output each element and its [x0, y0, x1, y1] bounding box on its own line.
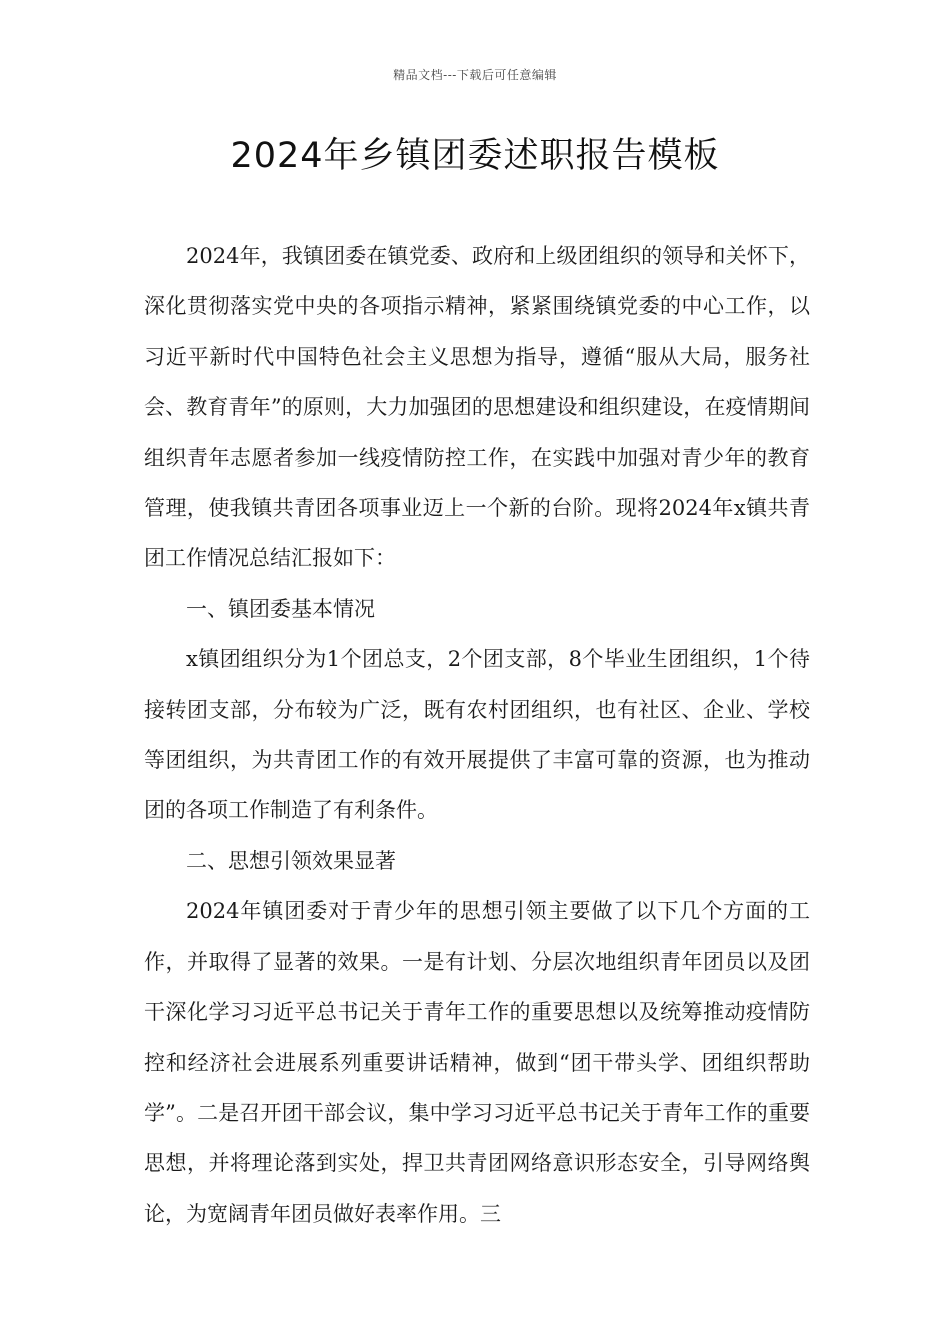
paragraph-intro: 2024年，我镇团委在镇党委、政府和上级团组织的领导和关怀下，深化贯彻落实党中央的各项指示精神，紧紧围绕镇党委的中心工作，以习近平新时代中国特色社会主义思想为指导，遵循“服从大局，服务社会、教育青年”的原则，大力加强团的思想建设和组织建设，在疫情期间组织青年志愿者参加一线疫情防控工作，在实践中加强对青少年的教育管理，使我镇共青团各项事业迈上一个新的台阶。现将2024年x镇共青团工作情况总结汇报如下：: [144, 244, 810, 571]
paragraph-ideology: 2024年镇团委对于青少年的思想引领主要做了以下几个方面的工作，并取得了显著的效果。一是有计划、分层次地组织青年团员以及团干深化学习习近平总书记关于青年工作的重要思想以及统筹推动疫情防控和经济社会进展系列重要讲话精神，做到“团干带头学、团组织帮助学”。二是召开团干部会议，集中学习习近平总书记关于青年工作的重要思想，并将理论落到实处，捍卫共青团网络意识形态安全，引导网络舆论，为宽阔青年团员做好表率作用。三: [144, 899, 810, 1226]
document-title: 2024年乡镇团委述职报告模板: [230, 136, 720, 176]
paragraph-basic-info: x镇团组织分为1个团总支，2个团支部，8个毕业生团组织，1个待接转团支部，分布较为广泛，既有农村团组织，也有社区、企业、学校等团组织，为共青团工作的有效开展提供了丰富可靠的资源，也为推动团的各项工作制造了有利条件。: [144, 647, 810, 823]
section-heading-ideology: 二、思想引领效果显著: [186, 848, 396, 873]
document-body: [144, 231, 810, 1239]
header-note: 精品文档---下载后可任意编辑: [393, 68, 557, 82]
section-heading-basic-info: 一、镇团委基本情况: [186, 596, 375, 621]
